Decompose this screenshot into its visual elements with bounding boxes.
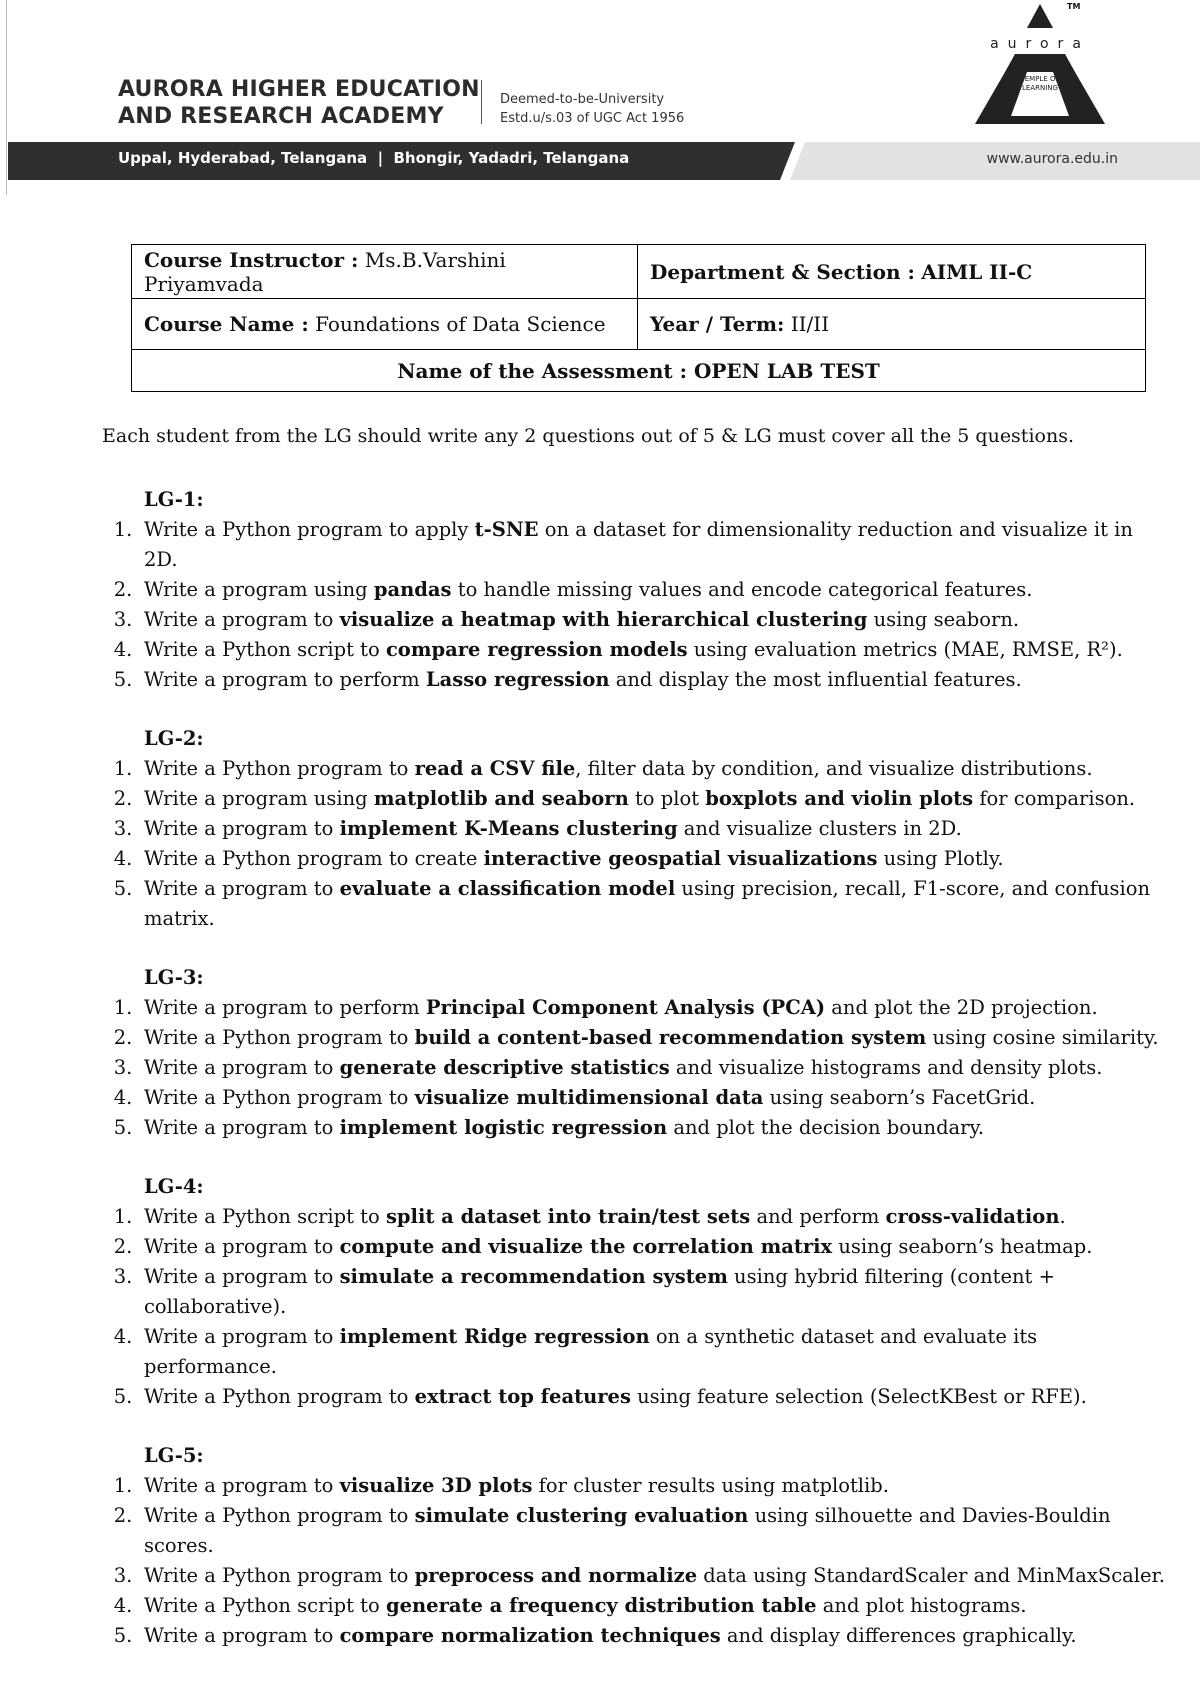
question-item	[102, 575, 1172, 605]
question-item	[102, 1262, 1172, 1322]
question-text: Write a program to visualize a heatmap with hierarchical clustering using seaborn.	[144, 608, 1020, 631]
question-item	[102, 1113, 1172, 1143]
question-item	[102, 874, 1172, 934]
question-text: Write a program to implement K-Means clustering and visualize clusters in 2D.	[144, 817, 962, 840]
department-cell: Department & Section : AIML II-C	[638, 245, 1146, 299]
lg-section-3	[102, 963, 1172, 1143]
question-keyword: split a dataset into train/test sets	[385, 1205, 751, 1228]
aurora-logo	[965, 2, 1115, 127]
question-number: 3.	[113, 608, 133, 631]
question-text: Write a Python program to preprocess and normalize data using StandardScaler and MinMaxScaler.	[144, 1564, 1165, 1587]
assessment-cell: Name of the Assessment : OPEN LAB TEST	[132, 350, 1146, 392]
question-text: Write a program to simulate a recommendation system using hybrid filtering (content + collaborative).	[144, 1265, 1055, 1318]
logo-trademark: TM	[1067, 2, 1081, 11]
question-keyword: compute and visualize the correlation matrix	[339, 1235, 833, 1258]
lg-section-5	[102, 1441, 1172, 1651]
question-number: 1.	[113, 996, 133, 1019]
question-number: 5.	[113, 1385, 133, 1408]
question-item	[102, 993, 1172, 1023]
lg-section-1	[102, 485, 1172, 695]
question-keyword: visualize a heatmap with hierarchical clustering	[339, 608, 868, 631]
question-number: 5.	[113, 668, 133, 691]
question-keyword: simulate a recommendation system	[339, 1265, 728, 1288]
question-number: 2.	[113, 1504, 133, 1527]
question-item	[102, 1501, 1172, 1561]
website-link[interactable]: www.aurora.edu.in	[986, 151, 1118, 167]
question-number: 1.	[113, 1205, 133, 1228]
question-text: Write a Python script to generate a frequency distribution table and plot histograms.	[144, 1594, 1027, 1617]
header-divider	[481, 80, 482, 124]
question-text: Write a program to implement Ridge regression on a synthetic dataset and evaluate its performance.	[144, 1325, 1038, 1378]
question-number: 1.	[113, 518, 133, 541]
course-info-table	[131, 244, 1146, 392]
question-keyword: compare normalization techniques	[339, 1624, 721, 1647]
question-item	[102, 814, 1172, 844]
question-item	[102, 784, 1172, 814]
logo-wordmark: aurora	[990, 36, 1090, 52]
question-keyword: interactive geospatial visualizations	[483, 847, 878, 870]
question-groups	[102, 485, 1172, 1680]
department-value: AIML II-C	[921, 259, 1033, 284]
course-name-cell: Course Name : Foundations of Data Science	[132, 299, 638, 350]
question-keyword: cross-validation	[885, 1205, 1060, 1228]
logo-motto: TEMPLE OF LEARNING	[1020, 75, 1060, 92]
lg-title: LG-5:	[144, 1444, 204, 1467]
table-row	[132, 245, 1146, 299]
question-number: 4.	[113, 1086, 133, 1109]
lg-title: LG-2:	[144, 727, 204, 750]
lg-title: LG-1:	[144, 488, 204, 511]
question-text: Write a program to perform Principal Component Analysis (PCA) and plot the 2D projection.	[144, 996, 1098, 1019]
lg-title: LG-4:	[144, 1175, 204, 1198]
question-text: Write a Python script to split a dataset into train/test sets and perform cross-validation.	[144, 1205, 1066, 1228]
question-number: 1.	[113, 757, 133, 780]
question-text: Write a Python program to read a CSV file, filter data by condition, and visualize distributions.	[144, 757, 1093, 780]
question-keyword: simulate clustering evaluation	[414, 1504, 749, 1527]
question-item	[102, 754, 1172, 784]
question-item	[102, 844, 1172, 874]
question-keyword: pandas	[373, 578, 452, 601]
question-number: 2.	[113, 787, 133, 810]
question-item	[102, 1023, 1172, 1053]
question-keyword: generate a frequency distribution table	[385, 1594, 817, 1617]
question-item	[102, 515, 1172, 575]
question-text: Write a Python program to apply t-SNE on a dataset for dimensionality reduction and visualize it in 2D.	[144, 518, 1133, 571]
question-number: 2.	[113, 1026, 133, 1049]
question-keyword: preprocess and normalize	[414, 1564, 698, 1587]
question-number: 1.	[113, 1474, 133, 1497]
question-text: Write a program to evaluate a classification model using precision, recall, F1-score, and confusion matrix.	[144, 877, 1151, 930]
question-item	[102, 1471, 1172, 1501]
instruction-text: Each student from the LG should write any 2 questions out of 5 & LG must cover all the 5 questions.	[102, 425, 1074, 447]
question-text: Write a Python program to simulate clustering evaluation using silhouette and Davies-Bouldin scores.	[144, 1504, 1111, 1557]
question-item	[102, 605, 1172, 635]
question-keyword: t-SNE	[474, 518, 539, 541]
question-number: 5.	[113, 1624, 133, 1647]
question-keyword: read a CSV file	[414, 757, 576, 780]
question-item	[102, 1561, 1172, 1591]
aurora-triangle-icon	[965, 2, 1115, 127]
year-term: II/II	[790, 312, 830, 336]
course-name: Foundations of Data Science	[315, 312, 606, 336]
question-text: Write a Python program to visualize multidimensional data using seaborn’s FacetGrid.	[144, 1086, 1036, 1109]
question-text: Write a program using matplotlib and seaborn to plot boxplots and violin plots for comparison.	[144, 787, 1136, 810]
question-text: Write a Python script to compare regression models using evaluation metrics (MAE, RMSE, R²).	[144, 638, 1123, 661]
question-keyword: compare regression models	[385, 638, 688, 661]
question-number: 4.	[113, 638, 133, 661]
instructor-name: Ms.B.Varshini Priyamvada	[144, 247, 506, 296]
question-item	[102, 1621, 1172, 1651]
question-item	[102, 635, 1172, 665]
question-number: 2.	[113, 1235, 133, 1258]
question-item	[102, 1083, 1172, 1113]
question-item	[102, 1202, 1172, 1232]
question-number: 2.	[113, 578, 133, 601]
question-number: 5.	[113, 877, 133, 900]
instructor-cell: Course Instructor : Ms.B.Varshini Priyamvada	[132, 245, 638, 299]
question-text: Write a Python program to create interactive geospatial visualizations using Plotly.	[144, 847, 1004, 870]
lg-section-2	[102, 724, 1172, 934]
question-keyword: boxplots and violin plots	[705, 787, 974, 810]
year-term-cell: Year / Term: II/II	[638, 299, 1146, 350]
question-item	[102, 1382, 1172, 1412]
question-keyword: Lasso regression	[425, 668, 610, 691]
question-text: Write a Python program to extract top features using feature selection (SelectKBest or RFE).	[144, 1385, 1087, 1408]
question-number: 3.	[113, 1265, 133, 1288]
table-row	[132, 350, 1146, 392]
question-text: Write a program to implement logistic regression and plot the decision boundary.	[144, 1116, 985, 1139]
question-text: Write a program to compare normalization techniques and display differences graphically.	[144, 1624, 1077, 1647]
lg-section-4	[102, 1172, 1172, 1412]
question-keyword: visualize 3D plots	[339, 1474, 533, 1497]
question-number: 3.	[113, 817, 133, 840]
question-number: 3.	[113, 1056, 133, 1079]
campus-locations: Uppal, Hyderabad, Telangana | Bhongir, Yadadri, Telangana	[118, 149, 630, 167]
letterhead	[0, 0, 1200, 195]
question-text: Write a program to generate descriptive statistics and visualize histograms and density plots.	[144, 1056, 1103, 1079]
question-keyword: Principal Component Analysis (PCA)	[425, 996, 826, 1019]
question-text: Write a program using pandas to handle missing values and encode categorical features.	[144, 578, 1033, 601]
assessment-name: OPEN LAB TEST	[693, 358, 880, 383]
question-item	[102, 1591, 1172, 1621]
question-text: Write a Python program to build a content-based recommendation system using cosine similarity.	[144, 1026, 1159, 1049]
question-keyword: evaluate a classification model	[339, 877, 676, 900]
question-item	[102, 1322, 1172, 1382]
question-text: Write a program to visualize 3D plots for cluster results using matplotlib.	[144, 1474, 889, 1497]
question-item	[102, 665, 1172, 695]
question-number: 4.	[113, 1594, 133, 1617]
question-number: 4.	[113, 1325, 133, 1348]
question-keyword: extract top features	[414, 1385, 631, 1408]
question-item	[102, 1053, 1172, 1083]
question-number: 3.	[113, 1564, 133, 1587]
question-keyword: implement K-Means clustering	[339, 817, 678, 840]
institution-subtitle: Deemed-to-be-University Estd.u/s.03 of UGC Act 1956	[500, 92, 685, 126]
question-keyword: build a content-based recommendation system	[414, 1026, 927, 1049]
question-keyword: matplotlib and seaborn	[373, 787, 629, 810]
question-text: Write a program to perform Lasso regression and display the most influential features.	[144, 668, 1022, 691]
question-number: 5.	[113, 1116, 133, 1139]
question-number: 4.	[113, 847, 133, 870]
question-keyword: visualize multidimensional data	[414, 1086, 764, 1109]
question-item	[102, 1232, 1172, 1262]
institution-name: AURORA HIGHER EDUCATION AND RESEARCH ACADEMY	[118, 77, 480, 129]
question-keyword: implement logistic regression	[339, 1116, 668, 1139]
question-keyword: generate descriptive statistics	[339, 1056, 670, 1079]
question-text: Write a program to compute and visualize the correlation matrix using seaborn’s heatmap.	[144, 1235, 1093, 1258]
table-row	[132, 299, 1146, 350]
question-keyword: implement Ridge regression	[339, 1325, 650, 1348]
lg-title: LG-3:	[144, 966, 204, 989]
